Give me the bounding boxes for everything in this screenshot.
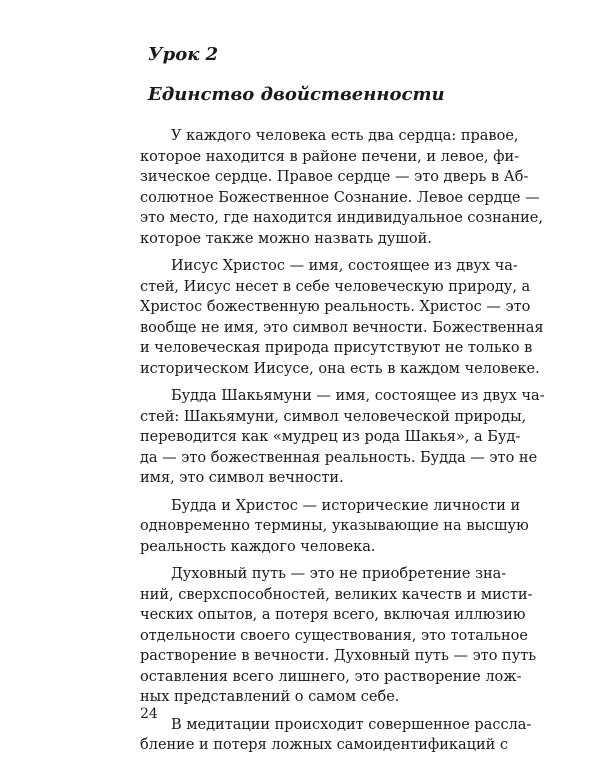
- text-line: которое также можно назвать душой.: [140, 230, 432, 247]
- lesson-title: Урок 2: [148, 44, 219, 65]
- text-line: ческих опытов, а потеря всего, включая иллюзию: [140, 607, 526, 623]
- text-line: бление и потеря ложных самоидентификаций с: [140, 737, 509, 753]
- paragraph-6: [140, 715, 532, 756]
- text-line: которое находится в районе печени, и левое, фи-: [140, 148, 520, 165]
- text-line: переводится как «мудрец из рода Шакья», а Буд-: [140, 429, 521, 445]
- text-line: стей, Иисус несет в себе человеческую природу, а: [140, 278, 531, 295]
- paragraph-2: [140, 256, 544, 379]
- text-line: В медитации происходит совершенное рассла-: [171, 716, 532, 733]
- text-line: отдельности своего существования, это тотальное: [140, 627, 528, 644]
- text-line: Будда и Христос — исторические личности и: [171, 497, 521, 514]
- text-line: стей: Шакьямуни, символ человеческой природы,: [140, 408, 527, 425]
- paragraph-5: [140, 564, 537, 708]
- text-line: да — это божественная реальность. Будда — это не: [140, 449, 538, 466]
- text-line: солютное Божественное Сознание. Левое сердце —: [140, 189, 540, 206]
- paragraph-4: [140, 496, 529, 558]
- text-line: Будда Шакьямуни — имя, состоящее из двух ча-: [171, 388, 545, 404]
- paragraph-3: [140, 386, 545, 489]
- page-number: 24: [140, 706, 158, 722]
- text-line: оставления всего лишнего, это растворение лож-: [140, 668, 522, 685]
- text-line: одновременно термины, указывающие на высшую: [140, 518, 529, 534]
- text-line: имя, это символ вечности.: [140, 470, 344, 486]
- text-line: это место, где находится индивидуальное сознание,: [140, 210, 543, 226]
- text-line: зическое сердце. Правое сердце — это дверь в Аб-: [140, 169, 529, 185]
- text-line: Иисус Христос — имя, состоящее из двух ча-: [171, 258, 518, 274]
- text-line: историческом Иисусе, она есть в каждом человеке.: [140, 360, 540, 377]
- body-text: [140, 126, 545, 763]
- section-title: Единство двойственности: [148, 84, 445, 105]
- text-line: и человеческая природа присутствуют не только в: [140, 340, 533, 356]
- text-line: вообще не имя, это символ вечности. Божественная: [140, 319, 544, 336]
- text-line: У каждого человека есть два сердца: правое,: [171, 128, 519, 144]
- text-line: ных представлений о самом себе.: [140, 689, 400, 705]
- text-line: Христос божественную реальность. Христос — это: [140, 299, 531, 315]
- text-line: реальность каждого человека.: [140, 538, 376, 555]
- text-line: Духовный путь — это не приобретение зна-: [171, 566, 507, 582]
- text-line: растворение в вечности. Духовный путь — это путь: [140, 648, 537, 664]
- paragraph-1: [140, 126, 543, 249]
- text-line: ний, сверхспособностей, великих качеств и мисти-: [140, 586, 533, 603]
